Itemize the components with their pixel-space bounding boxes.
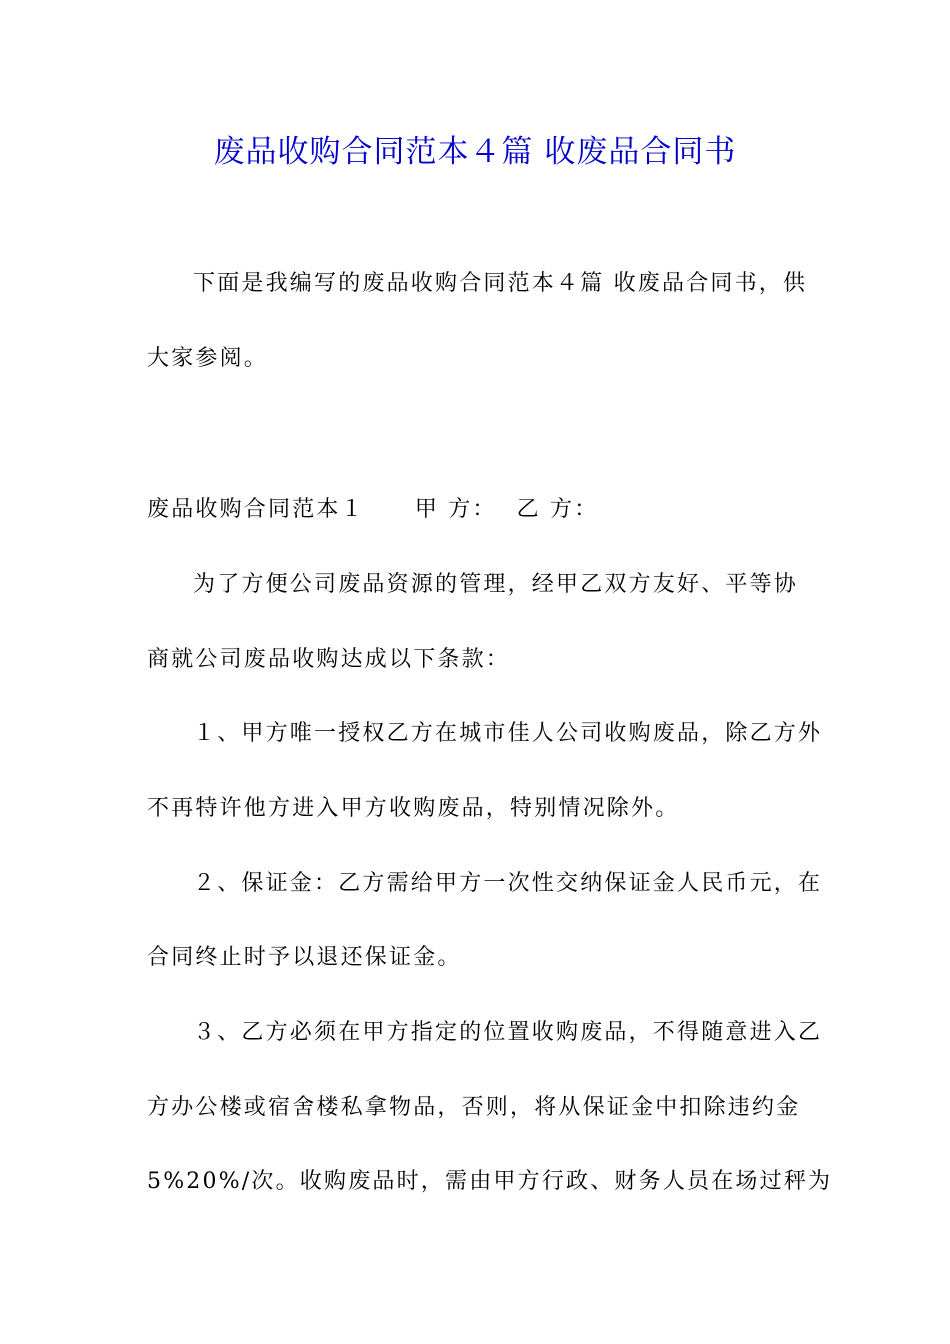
paragraph-line: 为了方便公司废品资源的管理，经甲乙双方友好、平等协 (193, 572, 799, 597)
clause-1-line: １、甲方唯一授权乙方在城市佳人公司收购废品，除乙方外 (193, 721, 823, 746)
clause-2-line: ２、保证金：乙方需给甲方一次性交纳保证金人民币元，在 (193, 871, 823, 896)
clause-3-line: ３、乙方必须在甲方指定的位置收购废品，不得随意进入乙 (193, 1020, 823, 1045)
clause-1-line: 不再特许他方进入甲方收购废品，特别情况除外。 (147, 796, 680, 821)
clause-3-line: 5%20%/次。收购废品时，需由甲方行政、财务人员在场过秤为 (147, 1169, 833, 1194)
party-a-label: 甲 方： (414, 497, 497, 522)
section-heading-row (147, 494, 598, 526)
section-heading: 废品收购合同范本１ (147, 497, 365, 522)
clause-2-line: 合同终止时予以退还保证金。 (147, 945, 462, 970)
document-title: 废品收购合同范本４篇 收废品合同书 (213, 134, 737, 170)
party-b-label: 乙 方： (516, 497, 599, 522)
intro-line-1: 下面是我编写的废品收购合同范本４篇 收废品合同书，供 (193, 271, 808, 296)
intro-line-2: 大家参阅。 (147, 346, 269, 371)
paragraph-line: 商就公司废品收购达成以下条款： (147, 647, 511, 672)
clause-3-line: 方办公楼或宿舍楼私拿物品，否则，将从保证金中扣除违约金 (147, 1095, 801, 1120)
